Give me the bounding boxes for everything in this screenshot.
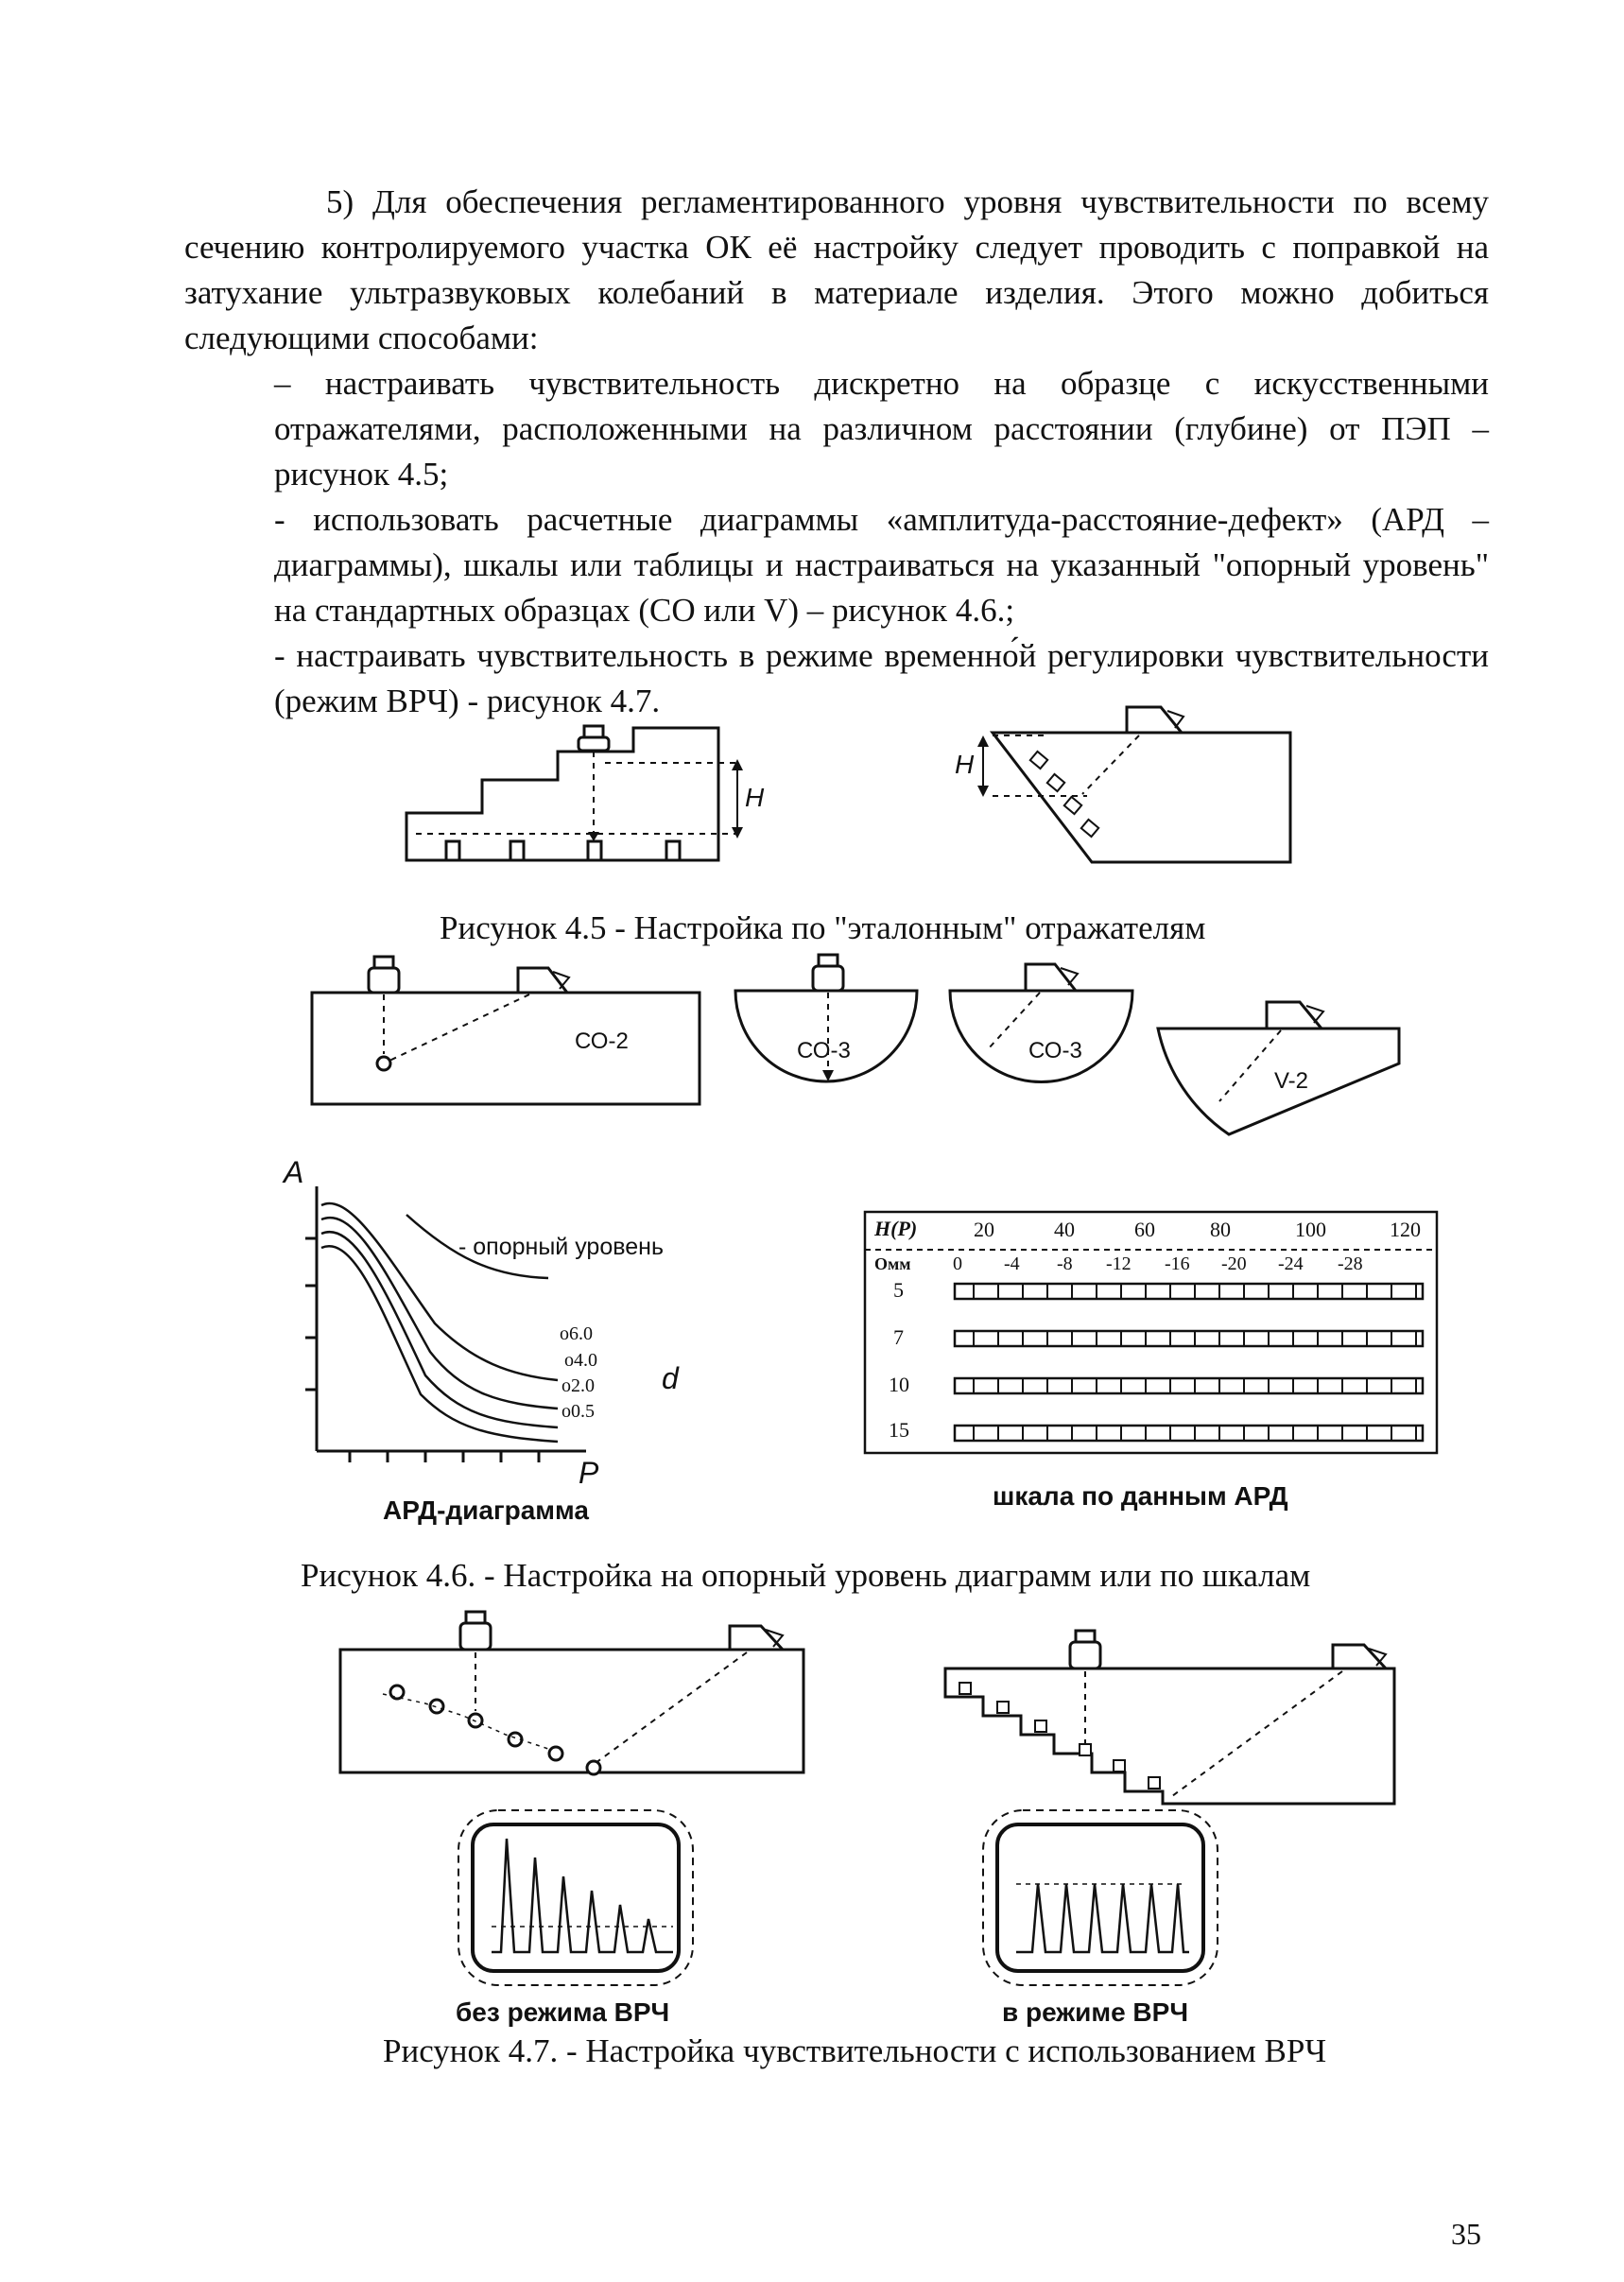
scale-top-value: 20 (974, 1218, 994, 1241)
ard-curve-6 (321, 1203, 558, 1380)
scale-db-value: -28 (1338, 1253, 1363, 1274)
fig46-label-v2: V-2 (1274, 1068, 1309, 1094)
fig46-co2-block (312, 957, 700, 1104)
page-number: 35 (1451, 2217, 1481, 2251)
scale-top-value: 80 (1210, 1218, 1231, 1241)
fig46-caption: Рисунок 4.6. - Настройка на опорный уровень диаграмм или по шкалам (301, 1557, 1311, 1594)
ard-d-label: d (662, 1361, 679, 1395)
ard-diagram (305, 1186, 586, 1462)
ard-scale-table (865, 1212, 1437, 1453)
bullet-1: – настраивать чувствительность дискретно на образце с искусственными отражателями, расположенными на различном расстоянии (глубине) от ПЭП – рисунок 4.5; (274, 365, 1489, 493)
scale-head-1: Н(Р) (874, 1217, 918, 1240)
ard-curve-label-6: о6.0 (560, 1323, 593, 1344)
scale-db-value: -8 (1057, 1253, 1073, 1274)
scope-left-label: без режима ВРЧ (456, 1997, 670, 2027)
scale-top-value: 40 (1054, 1218, 1075, 1241)
scale-db-value: -20 (1221, 1253, 1247, 1274)
fig46-label-co3-1: СО-3 (797, 1038, 851, 1063)
ard-curve-label-05: о0.5 (561, 1401, 595, 1422)
bullet-2: - использовать расчетные диаграммы «амплитуда-расстояние-дефект» (АРД –диаграммы), шкалы или таблицы и настраиваться на указанный "опорный уровень" на стандартных образцах (СО или V) – рисунок 4.6.; (274, 501, 1489, 629)
paragraph-5-text: 5) Для обеспечения регламентированного уровня чувствительности по всему сечению контролируемого участка ОК её настройку следует проводить с поправкой на затухание ультразвуковых колебаний в материале изделия. Этого можно добиться следующими способами: (184, 183, 1489, 356)
scale-db-value: 0 (953, 1253, 962, 1274)
ard-x-axis-label: P (579, 1456, 599, 1490)
scale-row-7: 7 (893, 1325, 904, 1349)
scale-db-value: -4 (1004, 1253, 1020, 1274)
fig46-label-co3-2: СО-3 (1028, 1038, 1082, 1063)
ard-curve-label-4: о4.0 (564, 1350, 597, 1371)
ard-curve-2 (321, 1232, 558, 1427)
fig47-left-block (340, 1612, 803, 1774)
fig47-right-block (945, 1631, 1394, 1804)
fig45-step-block (406, 726, 743, 860)
scale-row-5: 5 (893, 1278, 904, 1302)
scale-db-value: -12 (1106, 1253, 1132, 1274)
fig45-angle-block (977, 707, 1290, 862)
bullet-3: - настраивать чувствительность в режиме временно́й регулировки чувствительности (режим ВРЧ) - рисунок 4.7. (274, 637, 1489, 719)
scale-db-value: -24 (1278, 1253, 1304, 1274)
scale-top-value: 60 (1134, 1218, 1155, 1241)
ard-y-axis-label: A (284, 1155, 304, 1189)
fig45-h-label-right: H (955, 750, 975, 779)
scale-row-15: 15 (889, 1418, 909, 1442)
scale-title: шкала по данным АРД (993, 1481, 1288, 1511)
scale-db-value: -16 (1165, 1253, 1190, 1274)
scale-top-value: 120 (1390, 1218, 1421, 1241)
ard-title: АРД-диаграмма (383, 1495, 589, 1525)
scope-right (983, 1810, 1218, 1985)
scale-row-10: 10 (889, 1373, 909, 1396)
fig45-h-label-left: H (745, 783, 765, 812)
scale-head-2: Омм (874, 1254, 911, 1273)
fig45-caption: Рисунок 4.5 - Настройка по "эталонным" отражателям (440, 909, 1206, 946)
scope-right-label: в режиме ВРЧ (1002, 1997, 1188, 2027)
ard-curve-label-2: о2.0 (561, 1375, 595, 1396)
fig46-label-co2: СО-2 (575, 1029, 629, 1054)
scale-top-value: 100 (1295, 1218, 1326, 1241)
fig47-caption: Рисунок 4.7. - Настройка чувствительности с использованием ВРЧ (383, 2032, 1327, 2069)
scope-left (458, 1810, 693, 1985)
ard-ref-label: - опорный уровень (458, 1234, 664, 1260)
